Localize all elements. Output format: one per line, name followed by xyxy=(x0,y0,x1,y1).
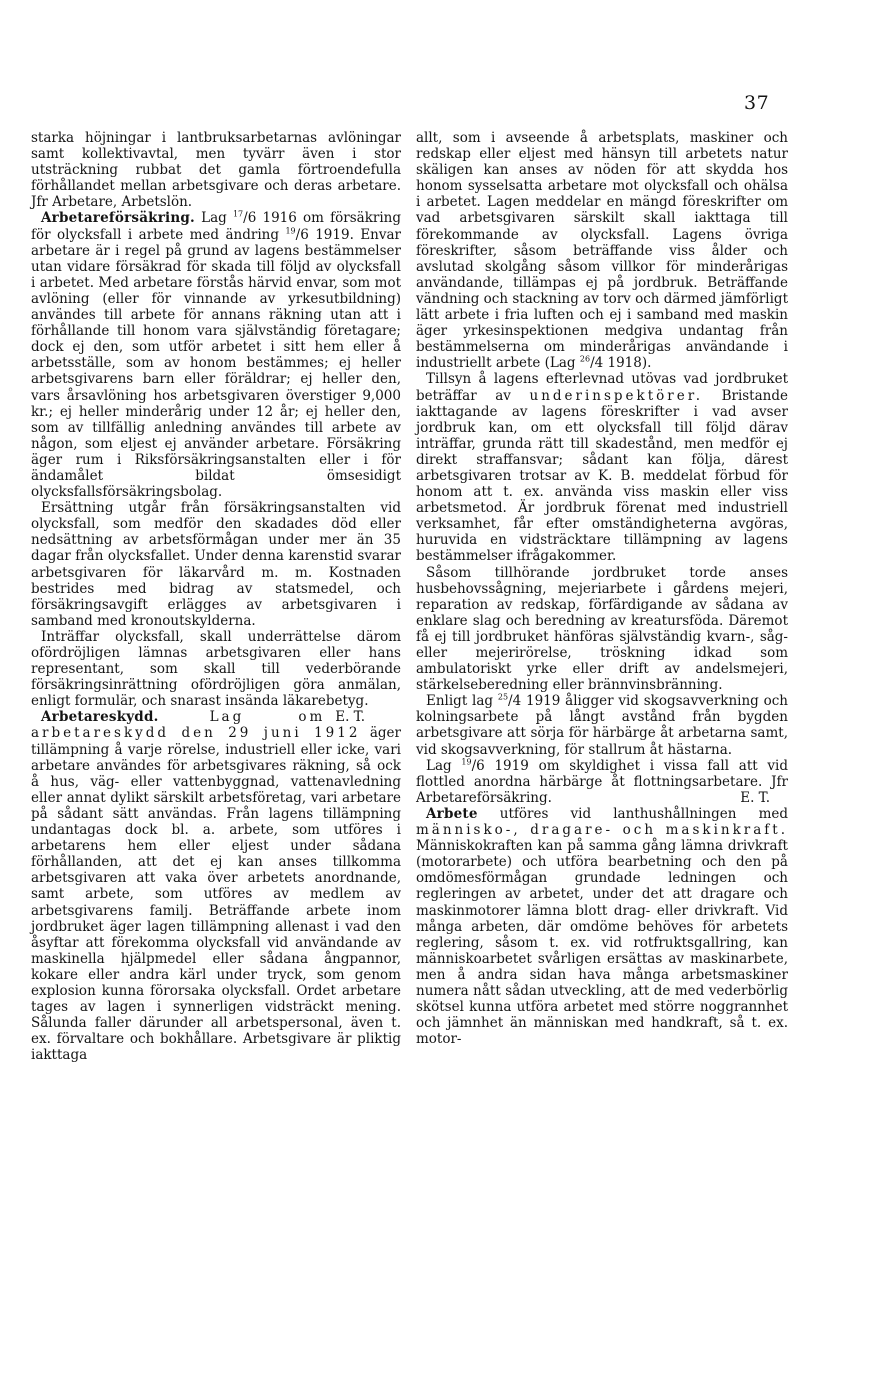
entry-heading: Arbetareskydd. xyxy=(41,709,159,726)
paragraph-text: Ersättning utgår från försäkringsanstalten vid olycksfall, som medför den skadades död eller nedsättning av arbetsförmågan under mer än 35 dagar från olycksfallet. Under denna karenstid svarar arbetsgivaren för läkarvård m. m. Kostnaden bestrides med bidrag av statsmedel, och försäkringsavgift erlägges av arbetsgivaren i samband med kronoutskylderna. xyxy=(31,500,401,629)
paragraph-text: Inträffar olycksfall, skall underrättelse därom ofördröjligen lämnas arbetsgivaren eller hans representant, som skall till vederbörande försäkringsinrättning ofördröjligen göra anmälan, enligt formulär, och snarast insända läkarebetyg. xyxy=(31,628,401,710)
right-column xyxy=(416,130,788,1047)
entry-text: Envar arbetare är i regel på grund av lagens bestämmelser utan vidare försäkrad för skada till följd av olycksfall i arbetet. Med arbetare förstås härvid envar, som mot avlöning (eller för vinnande av yrkesutbildning) användes till arbete för annans räkning utan att i förhållande till honom vara självständig företagare; dock ej den, som utför arbetet i sitt hem eller å arbetsställe, som av honom bestämmes; ej heller arbetsgivarens barn eller föräldrar; ej heller den, vars årsavlöning hos arbetsgivaren överstiger 9,000 kr.; ej heller minderårig under 12 år; ej heller den, som av tillfällig anledning användes till arbete av någon, som eljest ej använder arbetare. Försäkring äger rum i Riksförsäkringsanstalten eller i för ändamålet bildat ömsesidigt olycksfallsförsäkringsbolag. xyxy=(31,226,401,501)
paragraph-continuation xyxy=(416,130,788,371)
date-superscript: 17 xyxy=(232,209,244,219)
paragraph-text: starka höjningar i lantbruksarbetarnas avlöningar samt kollektivavtal, men tyvärr även i stor utsträckning rubbat det gamla förtroendefulla förhållandet mellan arbetsgivare och deras arbetare. Jfr Arbetare, Arbetslön. xyxy=(31,130,401,211)
author-signature: E. T. xyxy=(335,709,365,726)
date-superscript: 26 xyxy=(579,354,591,364)
entry-text: Lag xyxy=(194,210,233,227)
date-superscript: 19 xyxy=(285,226,296,236)
paragraph xyxy=(416,758,788,806)
entry-arbete xyxy=(416,806,788,1047)
paragraph-text: åligger vid skogsavverkning och kolningsarbete på långt avstånd från bygden arbetsgivare att sörja för härbärge åt arbetarna samt, vid skogsavverkning, för stallrum åt hästarna. xyxy=(416,693,788,758)
entry-heading: Arbete xyxy=(426,805,478,822)
entry-arbetareskydd xyxy=(31,709,401,1063)
date-text: /4 1919 xyxy=(508,693,561,710)
entry-text: Människokraften kan på samma gång lämna drivkraft (motorarbete) och utföra bearbetning och den på omdömesförmågan grundade ledningen och regleringen av arbetet, under det att dragare och maskinmotorer lämna blott drag- eller drivkraft. Vid många arbeten, där omdöme behöves för arbetets reglering, såsom t. ex. vid rotfruktsgallring, kan människoarbetet svårligen ersättas av maskinarbete, men å andra sidan hava många arbetsmaskiner numera nått sådan utveckling, att de med vederbörlig skötsel kunna utföra arbetet med större noggrannhet och jämnhet än människan med handkraft, så t. ex. motor- xyxy=(416,838,788,1048)
paragraph xyxy=(416,693,788,757)
entry-text: utföres vid lanthushållningen med xyxy=(477,805,788,822)
paragraph xyxy=(31,500,401,629)
paragraph-text: Såsom tillhörande jordbruket torde anses husbehovssågning, mejeriarbete i gårdens mejeri, reparation av redskap, förfärdigande av sådana av enklare slag och beredning av kreatursföda. Däremot få ej till jordbruket hänföras självständig kvarn-, såg- eller mejerirörelse, tröskning idkad som ambulatoriskt yrke eller drift av andelsmejeri, stärkelseberedning eller brännvinsbränning. xyxy=(416,564,788,694)
date-text: /4 1918). xyxy=(590,355,652,372)
spaced-term: underinspektörer. xyxy=(529,387,703,404)
paragraph xyxy=(416,371,788,564)
paragraph-text: om skyldighet i vissa fall att vid flottled anordna härbärge åt flottningsarbetare. Jfr Arbetareförsäkring. xyxy=(416,757,789,806)
page-number: 37 xyxy=(744,92,770,114)
date-superscript: 19 xyxy=(461,757,472,767)
paragraph-text: Tillsyn å lagens efterlevnad utövas vad jordbruket beträffar av xyxy=(416,371,788,404)
paragraph-text: Enligt lag xyxy=(426,693,498,710)
law-title: Lag om arbetareskydd den 29 juni 1912 xyxy=(31,709,361,742)
paragraph-text: Bristande iakttagande av lagens föreskrifter i vad avser jordbruk kan, om ett olycksfall till följd därav inträffar, grunda rätt till skadestånd, men medför ej direkt straffansvar; sådant kan följa, därest arbetsgivaren trotsar av K. B. meddelat förbud för honom att t. ex. använda viss maskin eller viss arbetsmetod. Är jordbruk förenat med industriell verksamhet, får efter omständigheterna avgöras, huruvida en vidsträcktare tillämpning av lagens bestämmelser ifrågakommer. xyxy=(416,387,788,565)
paragraph-continuation xyxy=(31,130,401,210)
paragraph xyxy=(416,565,788,694)
date-text: /6 1919 xyxy=(471,757,529,774)
author-signature: E. T. xyxy=(740,789,770,806)
paragraph-text: Lag xyxy=(426,757,462,774)
left-column xyxy=(31,130,401,1063)
entry-text: äger tillämpning å varje rörelse, industriell eller icke, vari arbetare användes för arbetsgivares räkning, så ock å hus, väg- eller vattenbyggnad, vattenavledning eller annat dylikt särskilt arbetsföretag, vari arbetare på sådant sätt användas. Från lagens tillämpning undantagas dock bl. a. arbete, som utföres i arbetarens hem eller eljest under sådana förhållanden, att det ej kan anses tillkomma arbetsgivaren att vaka över arbetets anordnande, samt arbete, som utföres av medlem av arbetsgivarens familj. Beträffande arbete inom jordbruket äger lagen tillämpning allenast i vad den åsyftar att förekomma olycksfall vid användande av maskinella hjälpmedel eller sådana ångpannor, kokare eller andra kärl under tryck, som genom explosion kunna förorsaka olycksfall. Ordet arbetare tages av lagen i synnerligen vidsträckt mening. Sålunda faller därunder all arbetspersonal, även t. ex. förvaltare och bokhållare. Arbetsgivare är pliktig iakttaga xyxy=(31,725,401,1064)
date-superscript: 25 xyxy=(497,692,509,702)
paragraph-text: allt, som i avseende å arbetsplats, maskiner och redskap eller eljest med hänsyn till arbetets natur skäligen kan anses av nöden för att skydda hos honom sysselsatta arbetare mot olycksfall och ohälsa i arbetet. Lagen meddelar en mängd föreskrifter om vad arbetsgivaren särskilt skall iakttaga till förekommande av olycksfall. Lagens övriga föreskrifter, såsom beträffande viss ålder och avslutad skolgång såsom villkor för minderårigas användande, tillämpas ej på jordbruk. Beträffande vändning och stackning av torv och därmed jämförligt lätt arbete i fria luften och ej i samband med maskin äger yrkesinspektionen medgiva undantag från bestämmelserna om minderårigas användande i industriellt arbete (Lag xyxy=(416,130,788,372)
date-text: /6 1916 om försäkring för olycksfall i arbete med ändring xyxy=(31,210,401,243)
entry-heading: Arbetareförsäkring. xyxy=(41,210,195,227)
entry-arbetareforsakring xyxy=(31,210,401,500)
spaced-term: människo-, dragare- och maskinkraft. xyxy=(416,822,788,839)
date-text: /6 1919. xyxy=(295,226,354,243)
